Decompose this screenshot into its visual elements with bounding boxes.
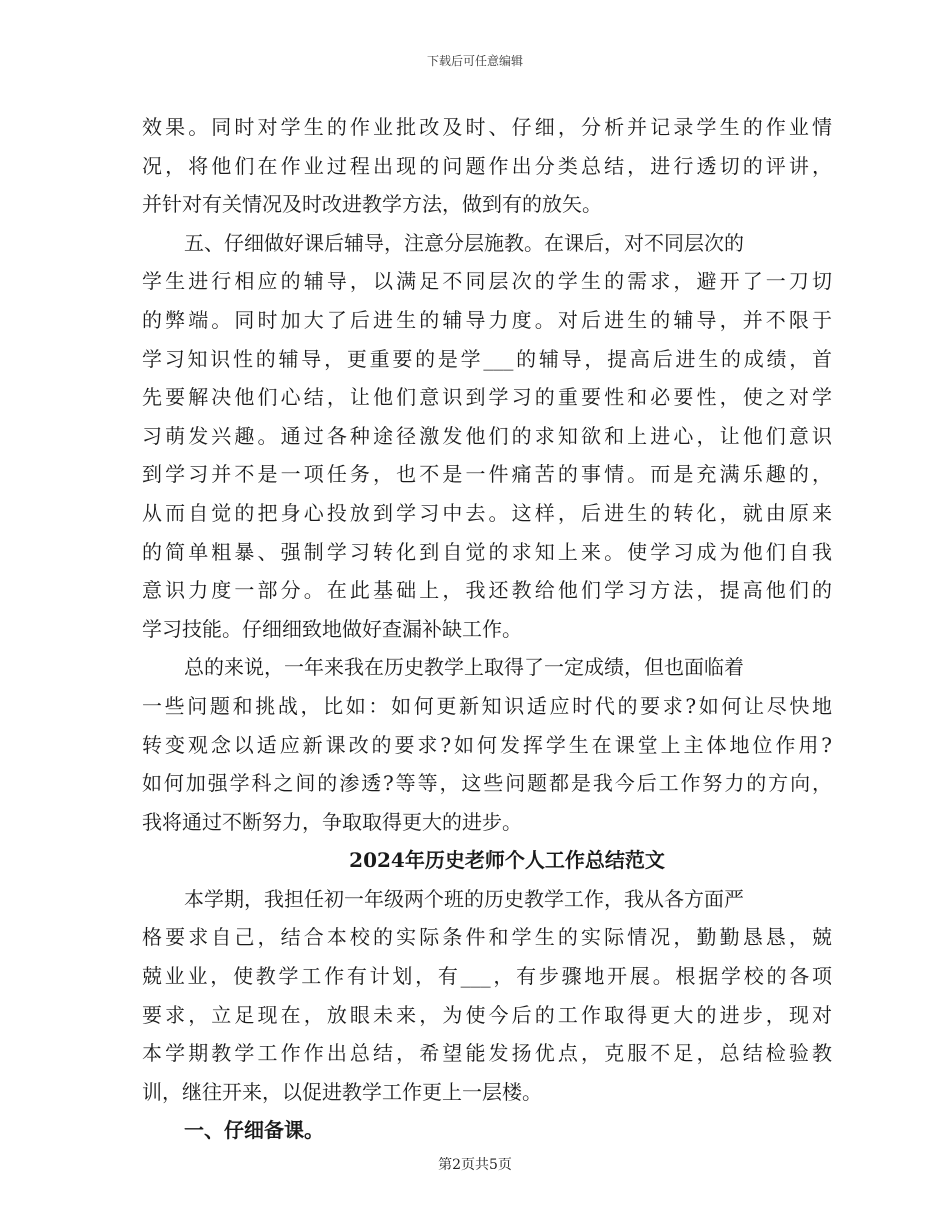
paragraph-line: 五、仔细做好课后辅导，注意分层施教。在课后，对不同层次的 — [184, 230, 744, 255]
paragraph-line: 本学期，我担任初一年级两个班的历史教学工作，我从各方面严 — [184, 886, 744, 911]
document-body — [142, 108, 832, 1150]
paragraph-line: 到学习并不是一项任务，也不是一件痛苦的事情。而是充满乐趣的， — [142, 462, 832, 487]
paragraph-line: 意识力度一部分。在此基础上，我还教给他们学习方法，提高他们的 — [142, 578, 832, 603]
paragraph-line: 先要解决他们心结，让他们意识到学习的重要性和必要性，使之对学 — [142, 385, 832, 410]
paragraph-line: 效果。同时对学生的作业批改及时、仔细，分析并记录学生的作业情 — [142, 115, 832, 139]
paragraph-line: 的简单粗暴、强制学习转化到自觉的求知上来。使学习成为他们自我 — [142, 539, 832, 564]
paragraph-line: 学生进行相应的辅导，以满足不同层次的学生的需求，避开了一刀切 — [142, 269, 832, 294]
paragraph-line: 习萌发兴趣。通过各种途径激发他们的求知欲和上进心，让他们意识 — [142, 423, 832, 448]
paragraph-line: 我将通过不断努力，争取取得更大的进步。 — [142, 809, 522, 834]
page-footer: 第2页共5页 — [438, 1157, 512, 1173]
paragraph-line: 一些问题和挑战，比如：如何更新知识适应时代的要求?如何让尽快地 — [142, 693, 832, 718]
paragraph-line: 兢业业，使教学工作有计划，有___，有步骤地开展。根据学校的各项 — [142, 964, 832, 989]
paragraph-line: 如何加强学科之间的渗透?等等，这些问题都是我今后工作努力的方向， — [142, 771, 832, 796]
section-heading: 一、仔细备课。 — [184, 1118, 324, 1143]
paragraph-line: 转变观念以适应新课改的要求?如何发挥学生在课堂上主体地位作用? — [142, 732, 832, 757]
paragraph-line: 从而自觉的把身心投放到学习中去。这样，后进生的转化，就由原来 — [142, 500, 832, 525]
paragraph-line: 训，继往开来，以促进教学工作更上一层楼。 — [142, 1079, 542, 1104]
paragraph-line: 学习技能。仔细细致地做好查漏补缺工作。 — [142, 616, 522, 641]
paragraph-line: 格要求自己，结合本校的实际条件和学生的实际情况，勤勤恳恳，兢 — [142, 925, 832, 950]
section-title: 2024年历史老师个人工作总结范文 — [349, 848, 665, 873]
paragraph-line: 并针对有关情况及时改进教学方法，做到有的放矢。 — [142, 192, 602, 217]
paragraph-line: 况，将他们在作业过程出现的问题作出分类总结，进行透切的评讲， — [142, 153, 832, 178]
paragraph-line: 学习知识性的辅导，更重要的是学___的辅导，提高后进生的成绩，首 — [142, 346, 832, 371]
paragraph-line: 的弊端。同时加大了后进生的辅导力度。对后进生的辅导，并不限于 — [142, 307, 832, 332]
paragraph-line: 总的来说，一年来我在历史教学上取得了一定成绩，但也面临着 — [184, 655, 744, 680]
paragraph-line: 本学期教学工作作出总结，希望能发扬优点，克服不足，总结检验教 — [142, 1041, 832, 1066]
page-header: 下载后可任意编辑 — [426, 54, 523, 68]
paragraph-line: 要求，立足现在，放眼未来，为使今后的工作取得更大的进步，现对 — [142, 1002, 832, 1027]
